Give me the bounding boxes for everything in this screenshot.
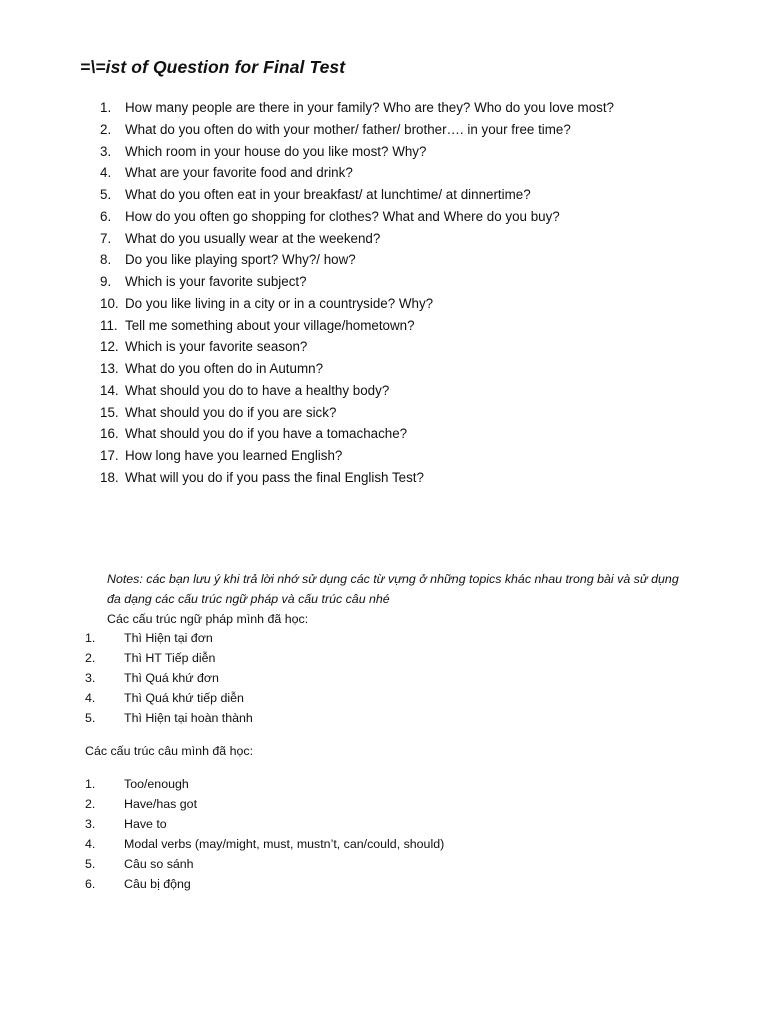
question-item bbox=[100, 402, 614, 424]
question-number: 1. bbox=[100, 100, 112, 115]
question-text: What are your favorite food and drink? bbox=[125, 165, 353, 181]
question-text: What do you often do with your mother/ father/ brother…. in your free time? bbox=[125, 121, 571, 137]
sentence-text: Have/has got bbox=[124, 797, 198, 811]
document-title: =\=ist of Question for Final Test bbox=[80, 57, 346, 77]
question-number: 3. bbox=[100, 143, 112, 159]
grammar-number: 5. bbox=[85, 711, 96, 725]
question-number: 18. bbox=[100, 469, 119, 485]
grammar-number: 2. bbox=[85, 651, 96, 665]
question-text: Tell me something about your village/hometown? bbox=[125, 317, 415, 333]
question-text: Which room in your house do you like most? Why? bbox=[125, 143, 427, 159]
question-number: 10. bbox=[100, 295, 119, 311]
question-text: What do you often do in Autumn? bbox=[125, 361, 324, 376]
sentence-text: Modal verbs (may/might, must, mustn’t, can/could, should) bbox=[124, 837, 445, 851]
question-item bbox=[100, 141, 614, 163]
question-list bbox=[100, 97, 614, 489]
grammar-number: 1. bbox=[85, 631, 96, 645]
question-item bbox=[100, 423, 614, 445]
sentence-text: Have to bbox=[124, 817, 167, 831]
question-item bbox=[100, 119, 614, 141]
question-number: 7. bbox=[100, 230, 112, 246]
grammar-text: Thì HT Tiếp diễn bbox=[124, 651, 216, 665]
question-number: 2. bbox=[100, 121, 112, 137]
notes-text: Notes: các bạn lưu ý khi trả lời nhớ sử dụng các từ vựng ở những topics khác nhau trong bài và sử dụng đa dạng các cấu trúc ngữ pháp và cấu trúc câu nhé bbox=[107, 572, 679, 606]
question-number: 8. bbox=[100, 252, 112, 268]
question-number: 17. bbox=[100, 448, 119, 463]
question-number: 9. bbox=[100, 274, 112, 289]
question-number: 5. bbox=[100, 187, 112, 202]
question-item bbox=[100, 249, 614, 271]
question-text: Do you like playing sport? Why?/ how? bbox=[125, 252, 356, 268]
grammar-item bbox=[85, 708, 253, 728]
question-item bbox=[100, 97, 614, 119]
question-text: What should you do if you are sick? bbox=[125, 404, 337, 420]
grammar-item bbox=[85, 628, 253, 648]
question-text: Which is your favorite season? bbox=[125, 339, 308, 355]
question-text: What will you do if you pass the final English Test? bbox=[125, 469, 424, 485]
question-text: How long have you learned English? bbox=[125, 448, 343, 463]
question-item bbox=[100, 162, 614, 184]
question-text: Which is your favorite subject? bbox=[125, 274, 307, 289]
question-item bbox=[100, 336, 614, 358]
grammar-number: 3. bbox=[85, 671, 96, 685]
question-number: 6. bbox=[100, 208, 112, 224]
sentence-number: 1. bbox=[85, 777, 96, 791]
question-text: What do you usually wear at the weekend? bbox=[125, 230, 381, 246]
sentence-item bbox=[85, 814, 444, 834]
question-item bbox=[100, 184, 614, 206]
question-number: 13. bbox=[100, 361, 119, 376]
question-text: Do you like living in a city or in a countryside? Why? bbox=[125, 295, 434, 311]
grammar-number: 4. bbox=[85, 691, 96, 705]
sentence-heading: Các cấu trúc câu mình đã học: bbox=[85, 744, 254, 758]
sentence-number: 5. bbox=[85, 857, 96, 871]
sentence-item bbox=[85, 874, 444, 894]
sentence-number: 2. bbox=[85, 797, 96, 811]
sentence-number: 3. bbox=[85, 817, 96, 831]
sentence-item bbox=[85, 834, 444, 854]
question-item bbox=[100, 315, 614, 337]
question-text: How many people are there in your family? Who are they? Who do you love most? bbox=[125, 100, 615, 115]
grammar-text: Thì Hiện tại hoàn thành bbox=[124, 711, 253, 725]
question-item bbox=[100, 293, 614, 315]
question-item bbox=[100, 206, 614, 228]
grammar-item bbox=[85, 668, 253, 688]
question-text: How do you often go shopping for clothes? What and Where do you buy? bbox=[125, 208, 560, 224]
sentence-text: Too/enough bbox=[124, 777, 189, 791]
sentence-item bbox=[85, 854, 444, 874]
question-text: What do you often eat in your breakfast/ at lunchtime/ at dinnertime? bbox=[125, 187, 531, 202]
question-item bbox=[100, 358, 614, 380]
question-text: What should you do if you have a tomachache? bbox=[125, 426, 408, 442]
grammar-item bbox=[85, 688, 253, 708]
sentence-text: Câu bị động bbox=[124, 877, 191, 891]
grammar-list bbox=[85, 628, 253, 728]
sentence-item bbox=[85, 774, 444, 794]
sentence-number: 4. bbox=[85, 837, 96, 851]
sentence-number: 6. bbox=[85, 877, 96, 891]
question-item bbox=[100, 467, 614, 489]
question-number: 4. bbox=[100, 165, 112, 181]
sentence-item bbox=[85, 794, 444, 814]
grammar-text: Thì Quá khứ đơn bbox=[124, 671, 219, 685]
question-number: 12. bbox=[100, 339, 119, 355]
sentence-text: Câu so sánh bbox=[124, 857, 194, 871]
grammar-text: Thì Hiện tại đơn bbox=[124, 631, 213, 645]
grammar-item bbox=[85, 648, 253, 668]
question-number: 16. bbox=[100, 426, 119, 442]
grammar-text: Thì Quá khứ tiếp diễn bbox=[124, 691, 244, 705]
question-item bbox=[100, 445, 614, 467]
question-item bbox=[100, 271, 614, 293]
question-item bbox=[100, 228, 614, 250]
grammar-heading: Các cấu trúc ngữ pháp mình đã học: bbox=[107, 612, 309, 626]
question-number: 15. bbox=[100, 404, 119, 420]
question-item bbox=[100, 380, 614, 402]
question-text: What should you do to have a healthy body? bbox=[125, 382, 390, 398]
question-number: 11. bbox=[100, 317, 118, 333]
sentence-list bbox=[85, 774, 444, 894]
question-number: 14. bbox=[100, 382, 119, 398]
